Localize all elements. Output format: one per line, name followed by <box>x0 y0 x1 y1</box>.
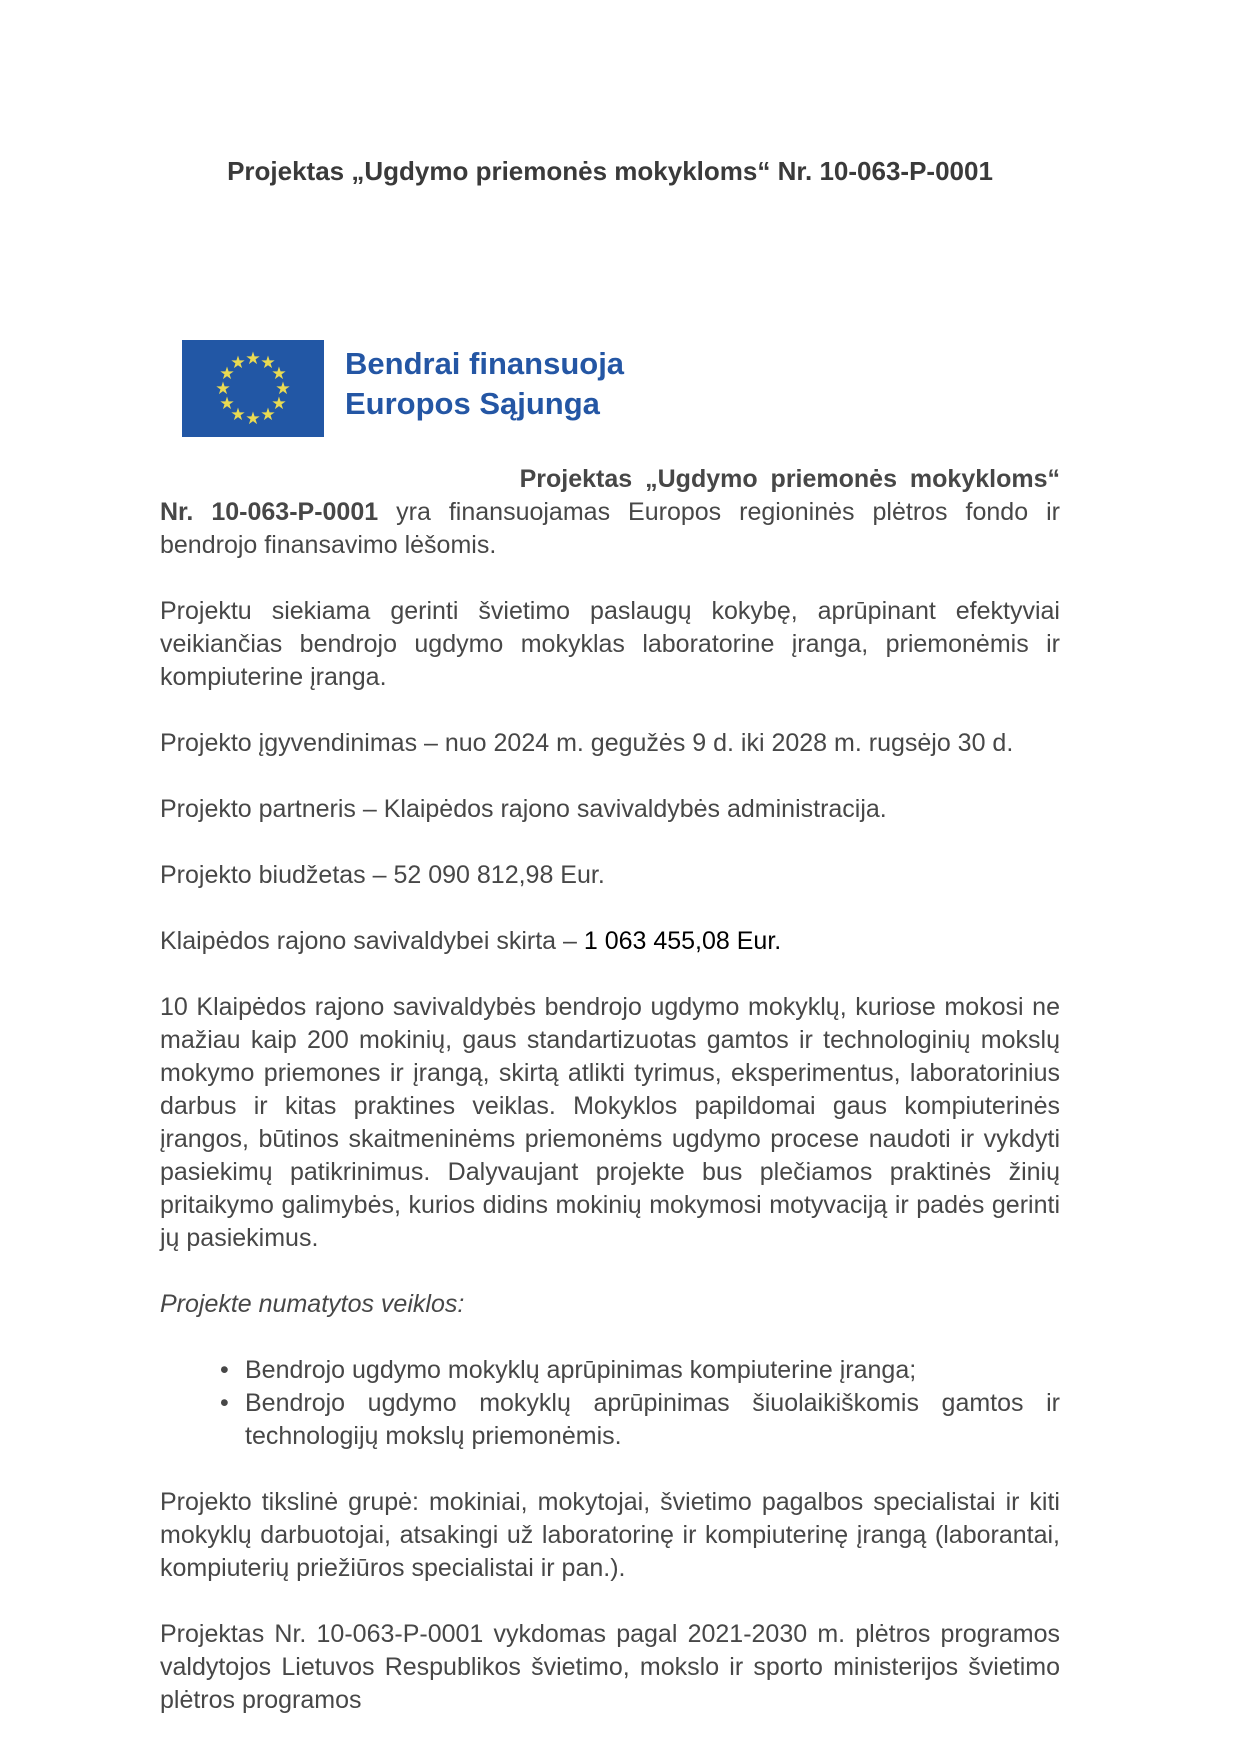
eu-cofunded-logo <box>182 340 1060 437</box>
project-number: Nr. 10-063-P-0001 <box>160 498 379 526</box>
allocation-paragraph <box>160 925 1060 958</box>
activities-list <box>160 1354 1060 1453</box>
intro-paragraph-rest: yra finansuojamas Europos regioninės plėtros fondo ir bendrojo finansavimo lėšomis. <box>160 498 1060 559</box>
target-group-paragraph: Projekto tikslinė grupė: mokiniai, mokytojai, švietimo pagalbos specialistai ir kiti mokyklų darbuotojai, atsakingi už laboratorinę ir kompiuterinę įrangą (laborantai, kompiuterių priežiūros specialistai ir pan.). <box>160 1488 1060 1582</box>
activities-heading: Projekte numatytos veiklos: <box>160 1290 465 1318</box>
document-content <box>160 0 1060 1717</box>
description-paragraph: 10 Klaipėdos rajono savivaldybės bendrojo ugdymo mokyklų, kuriose mokosi ne mažiau kaip 200 mokinių, gaus standartizuotas gamtos ir technologinių mokslų mokymo priemones ir įrangą, skirtą atlikti tyrimus, eksperimentus, laboratorinius darbus ir kitas praktines veiklas. Mokyklos papildomai gaus kompiuterinės įrangos, būtinos skaitmeninėms priemonėms ugdymo procese naudoti ir vykdyti pasiekimų patikrinimus. Dalyvaujant projekte bus plečiamos praktinės žinių pritaikymo galimybės, kurios didins mokinių mokymosi motyvaciją ir padės gerinti jų pasiekimus. <box>160 993 1060 1252</box>
program-note-paragraph: Projektas Nr. 10-063-P-0001 vykdomas pagal 2021-2030 m. plėtros programos valdytojos Lietuvos Respublikos švietimo, mokslo ir sporto ministerijos švietimo plėtros programos <box>160 1620 1060 1714</box>
eu-logo-caption-line2: Europos Sąjunga <box>345 386 600 421</box>
eu-logo-caption-line1: Bendrai finansuoja <box>345 346 625 381</box>
intro-paragraph-body <box>160 496 1060 562</box>
budget-paragraph: Projekto biudžetas – 52 090 812,98 Eur. <box>160 861 605 889</box>
intro-paragraph <box>160 463 1060 562</box>
page-title: Projektas „Ugdymo priemonės mokykloms“ Nr. 10-063-P-0001 <box>227 156 993 186</box>
allocation-label: Klaipėdos rajono savivaldybei skirta – <box>160 927 584 955</box>
eu-logo-caption <box>345 340 624 424</box>
intro-paragraph-bold-line: Projektas „Ugdymo priemonės mokykloms“ <box>519 465 1060 493</box>
activity-item: • Bendrojo ugdymo mokyklų aprūpinimas šiuolaikiškomis gamtos ir technologijų mokslų priemonėmis. <box>218 1387 1060 1453</box>
partner-paragraph: Projekto partneris – Klaipėdos rajono savivaldybės administracija. <box>160 795 887 823</box>
goal-paragraph: Projektu siekiama gerinti švietimo paslaugų kokybę, aprūpinant efektyviai veikiančias bendrojo ugdymo mokyklas laboratorine įranga, priemonėmis ir kompiuterine įranga. <box>160 597 1060 691</box>
eu-flag-icon <box>182 340 324 437</box>
implementation-paragraph: Projekto įgyvendinimas – nuo 2024 m. gegužės 9 d. iki 2028 m. rugsėjo 30 d. <box>160 729 1014 757</box>
activity-item: • Bendrojo ugdymo mokyklų aprūpinimas kompiuterine įranga; <box>218 1354 1060 1387</box>
allocation-amount: 1 063 455,08 Eur. <box>583 927 782 955</box>
